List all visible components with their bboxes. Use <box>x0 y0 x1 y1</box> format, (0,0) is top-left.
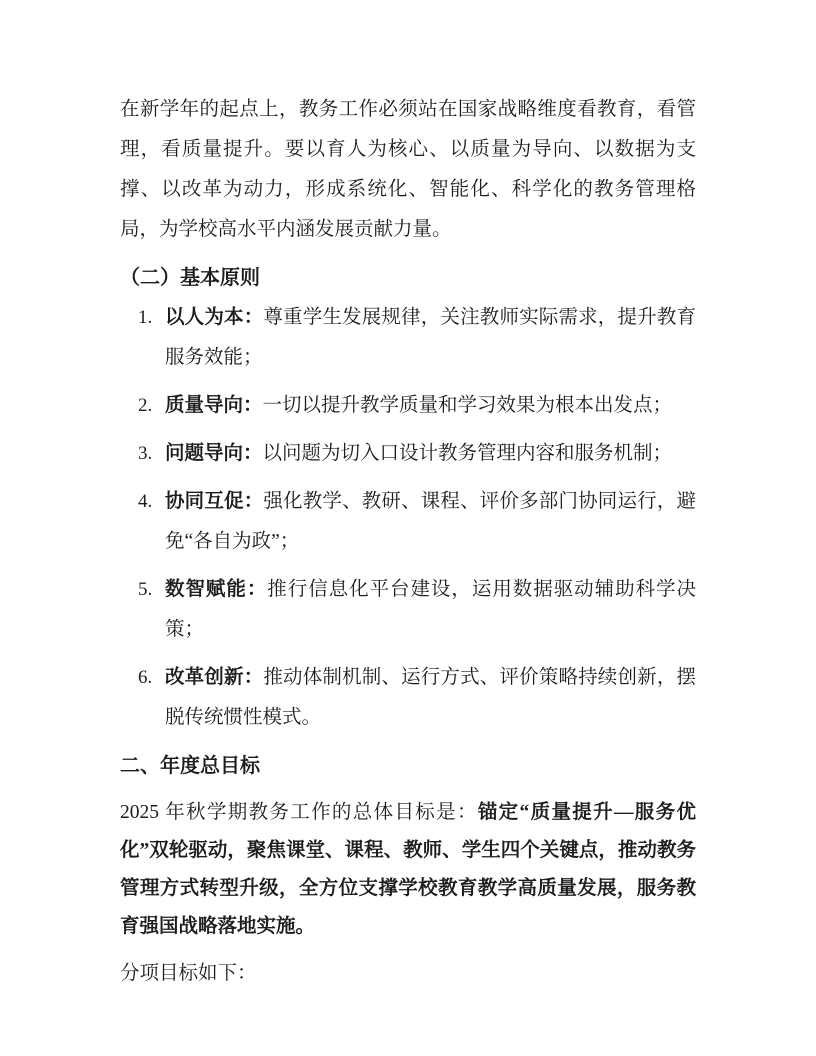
list-item <box>120 298 696 378</box>
list-item-number: 5. <box>138 579 153 600</box>
list-item-number: 4. <box>138 491 153 512</box>
principle-text: 推行信息化平台建设，运用数据驱动辅助科学决策； <box>165 579 696 640</box>
intro-paragraph: 在新学年的起点上，教务工作必须站在国家战略维度看教育，看管理，看质量提升。要以育人为核心、以质量为导向、以数据为支撑、以改革为动力，形成系统化、智能化、科学化的教务管理格局，为学校高水平内涵发展贡献力量。 <box>120 99 696 240</box>
principle-term: 问题导向： <box>165 443 263 464</box>
list-item-number: 1. <box>138 307 153 328</box>
goal-lead: 2025 年秋学期教务工作的总体目标是： <box>120 802 478 823</box>
list-item-number: 3. <box>138 443 153 464</box>
annual-goal-heading: 二、年度总目标 <box>120 755 260 777</box>
principle-term: 以人为本： <box>165 307 264 328</box>
list-item <box>120 482 696 562</box>
principle-term: 协同互促： <box>165 491 264 512</box>
principle-text: 尊重学生发展规律，关注教师实际需求，提升教育服务效能； <box>165 307 696 368</box>
principle-text: 一切以提升教学质量和学习效果为根本出发点； <box>262 395 673 416</box>
list-item <box>120 570 696 650</box>
list-item <box>120 658 696 738</box>
principles-heading: （二）基本原则 <box>120 267 260 289</box>
principle-term: 质量导向： <box>165 395 263 416</box>
list-item-number: 6. <box>138 667 153 688</box>
principle-text: 以问题为切入口设计教务管理内容和服务机制； <box>262 443 673 464</box>
list-item <box>120 386 696 426</box>
principles-list <box>120 298 696 738</box>
principle-term: 改革创新： <box>165 667 264 688</box>
goal-paragraph <box>120 794 696 946</box>
list-item-number: 2. <box>138 395 153 416</box>
principle-term: 数智赋能： <box>165 579 268 600</box>
goal-statement: 锚定“质量提升—服务优化”双轮驱动，聚焦课堂、课程、教师、学生四个关键点，推动教务管理方式转型升级，全方位支撑学校教育教学高质量发展，服务教育强国战略落地实施。 <box>120 802 696 937</box>
list-item <box>120 434 696 474</box>
principle-text: 强化教学、教研、课程、评价多部门协同运行，避免“各自为政”； <box>165 491 696 552</box>
principle-text: 推动体制机制、运行方式、评价策略持续创新，摆脱传统惯性模式。 <box>165 667 696 728</box>
subgoals-lead: 分项目标如下： <box>120 963 257 984</box>
